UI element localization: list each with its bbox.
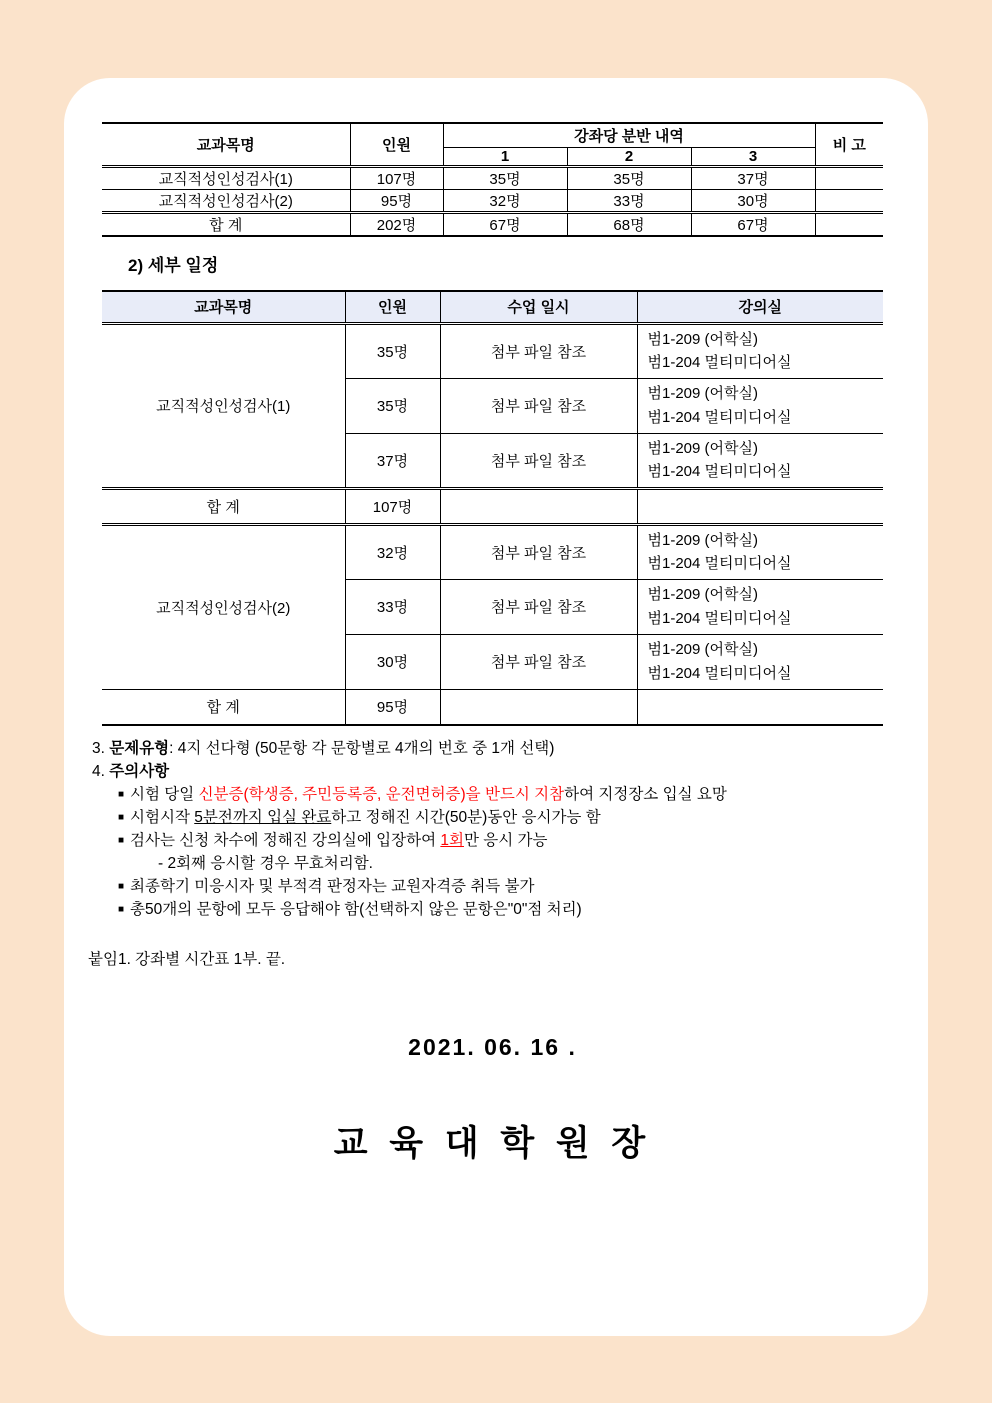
bullet-text: 시험시작 xyxy=(130,809,195,826)
cell-datetime: 첨부 파일 참조 xyxy=(440,323,637,378)
item-text: : 4지 선다형 (50문항 각 문항별로 4개의 번호 중 1개 선택) xyxy=(169,740,555,757)
square-bullet-icon: ■ xyxy=(118,835,125,846)
cell-div1: 32명 xyxy=(443,189,567,212)
document-paper xyxy=(64,78,928,1336)
cell-subject: 교직적성인성검사(1) xyxy=(102,166,350,189)
square-bullet-icon: ■ xyxy=(118,789,125,800)
notes-section xyxy=(92,737,902,921)
cell-subject-group2: 교직적성인성검사(2) xyxy=(102,524,345,689)
cell-total-note xyxy=(815,212,883,236)
col-header-datetime: 수업 일시 xyxy=(440,291,637,323)
red-underlined-text: 1회 xyxy=(440,832,464,849)
col-header-count: 인원 xyxy=(350,123,443,166)
caution-bullet-3 xyxy=(92,829,902,852)
cell-total-label: 합 계 xyxy=(102,689,345,725)
table-total-row xyxy=(102,212,883,236)
table-total-row xyxy=(102,488,883,524)
division-summary-table xyxy=(102,122,883,237)
room-line-2: 범1-204 멀티미디어실 xyxy=(647,555,792,572)
room-line-1: 범1-209 (어학실) xyxy=(647,641,758,659)
cell-subject-group1: 교직적성인성검사(1) xyxy=(102,323,345,488)
cell-count: 35명 xyxy=(345,323,440,378)
room-line-2: 범1-204 멀티미디어실 xyxy=(647,408,792,426)
col-header-subject: 교과목명 xyxy=(102,123,350,166)
cell-note xyxy=(815,166,883,189)
signature-dean: 교 육 대 학 원 장 xyxy=(333,1124,652,1163)
item-label: 문제유형 xyxy=(109,740,170,757)
section-heading-schedule: 2) 세부 일정 xyxy=(128,256,219,275)
cell-div2: 35명 xyxy=(567,166,691,189)
room-line-1: 범1-209 (어학실) xyxy=(647,330,758,348)
cell-total-label: 합 계 xyxy=(102,212,350,236)
underlined-text: 5분전까지 입실 완료 xyxy=(194,809,332,826)
cell-count: 37명 xyxy=(345,433,440,488)
cell-datetime: 첨부 파일 참조 xyxy=(440,634,637,689)
room-line-1: 범1-209 (어학실) xyxy=(647,586,758,604)
col-header-count: 인원 xyxy=(345,291,440,323)
note-item-3 xyxy=(92,737,902,760)
note-item-4 xyxy=(92,760,902,783)
room-line-1: 범1-209 (어학실) xyxy=(647,385,758,403)
caution-bullet-2 xyxy=(92,806,902,829)
room-line-2: 범1-204 멀티미디어실 xyxy=(647,609,792,627)
cell-count: 32명 xyxy=(345,524,440,579)
col-header-1: 1 xyxy=(443,147,567,166)
col-header-room: 강의실 xyxy=(637,291,883,323)
cell-empty xyxy=(440,488,637,524)
room-line-1: 범1-209 (어학실) xyxy=(647,439,758,457)
cell-div1: 35명 xyxy=(443,166,567,189)
cell-empty xyxy=(440,689,637,725)
table-total-row xyxy=(102,689,883,725)
cell-datetime: 첨부 파일 참조 xyxy=(440,524,637,579)
col-header-subject: 교과목명 xyxy=(102,291,345,323)
document-date: 2021. 06. 16 . xyxy=(408,1034,577,1060)
table-row xyxy=(102,524,883,579)
col-header-division: 강좌당 분반 내역 xyxy=(443,123,815,147)
bullet-text: 총50개의 문항에 모두 응답해야 함(선택하지 않은 문항은"0"점 처리) xyxy=(130,901,582,918)
table-header-row xyxy=(102,123,883,147)
cell-total-div3: 67명 xyxy=(691,212,815,236)
square-bullet-icon: ■ xyxy=(118,904,125,915)
cell-room xyxy=(637,378,883,433)
table-row xyxy=(102,166,883,189)
caution-subitem: - 2회째 응시할 경우 무효처리함. xyxy=(158,855,373,872)
item-label: 주의사항 xyxy=(109,763,170,780)
table-row xyxy=(102,323,883,378)
room-line-2: 범1-204 멀티미디어실 xyxy=(647,354,792,371)
cell-total-div2: 68명 xyxy=(567,212,691,236)
bullet-text: 시험 당일 xyxy=(130,786,199,803)
cell-div3: 30명 xyxy=(691,189,815,212)
square-bullet-icon: ■ xyxy=(118,881,125,892)
cell-div2: 33명 xyxy=(567,189,691,212)
cell-count: 30명 xyxy=(345,634,440,689)
cell-total-count: 95명 xyxy=(345,689,440,725)
caution-bullet-4 xyxy=(92,875,902,898)
bullet-text: 만 응시 가능 xyxy=(463,832,548,849)
item-number: 3. xyxy=(92,740,105,757)
cell-room xyxy=(637,634,883,689)
schedule-table xyxy=(102,290,883,726)
table-header-row xyxy=(102,291,883,323)
cell-div3: 37명 xyxy=(691,166,815,189)
cell-count: 95명 xyxy=(350,189,443,212)
cell-room xyxy=(637,433,883,488)
cell-datetime: 첨부 파일 참조 xyxy=(440,433,637,488)
bullet-text: 하고 정해진 시간(50분)동안 응시가능 함 xyxy=(331,809,601,826)
cell-count: 107명 xyxy=(350,166,443,189)
table-row xyxy=(102,189,883,212)
cell-datetime: 첨부 파일 참조 xyxy=(440,378,637,433)
square-bullet-icon: ■ xyxy=(118,812,125,823)
cell-total-count: 202명 xyxy=(350,212,443,236)
cell-total-count: 107명 xyxy=(345,488,440,524)
bullet-text: 하여 지정장소 입실 요망 xyxy=(564,786,727,803)
cell-room xyxy=(637,323,883,378)
cell-count: 35명 xyxy=(345,378,440,433)
cell-empty xyxy=(637,689,883,725)
room-line-2: 범1-204 멀티미디어실 xyxy=(647,664,792,682)
item-number: 4. xyxy=(92,763,105,780)
cell-datetime: 첨부 파일 참조 xyxy=(440,579,637,634)
room-line-1: 범1-209 (어학실) xyxy=(647,531,758,549)
bullet-text: 최종학기 미응시자 및 부적격 판정자는 교원자격증 취득 불가 xyxy=(130,878,535,895)
caution-bullet-5 xyxy=(92,898,902,921)
cell-total-label: 합 계 xyxy=(102,488,345,524)
red-text: 신분증(학생증, 주민등록증, 운전면허증)을 반드시 지참 xyxy=(198,786,565,803)
cell-subject: 교직적성인성검사(2) xyxy=(102,189,350,212)
room-line-2: 범1-204 멀티미디어실 xyxy=(647,463,792,480)
cell-total-div1: 67명 xyxy=(443,212,567,236)
cell-room xyxy=(637,579,883,634)
attachment-line: 붙임1. 강좌별 시간표 1부. 끝. xyxy=(88,951,286,968)
cell-room xyxy=(637,524,883,579)
cell-note xyxy=(815,189,883,212)
cell-count: 33명 xyxy=(345,579,440,634)
caution-bullet-1 xyxy=(92,783,902,806)
col-header-note: 비 고 xyxy=(815,123,883,166)
col-header-2: 2 xyxy=(567,147,691,166)
cell-empty xyxy=(637,488,883,524)
bullet-text: 검사는 신청 차수에 정해진 강의실에 입장하여 xyxy=(130,832,441,849)
col-header-3: 3 xyxy=(691,147,815,166)
